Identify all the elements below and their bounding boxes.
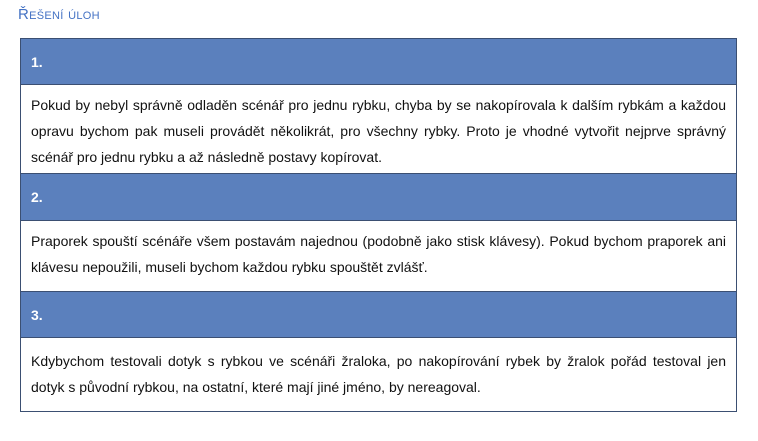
solutions-table [20, 38, 737, 412]
task-number-3: 3. [31, 306, 43, 323]
task-number-2: 2. [31, 189, 43, 205]
task-header-1 [21, 39, 737, 85]
task-header-2 [21, 174, 737, 221]
task-number-1: 1. [31, 53, 43, 70]
task-answer-2: Praporek spouští scénáře všem postavám najednou (podobně jako stisk klávesy). Pokud bychom praporek ani klávesu nepoužili, museli bychom každou rybku spouštět zvlášť. [21, 221, 737, 292]
task-answer-3: Kdybychom testovali dotyk s rybkou ve scénáři žraloka, po nakopírování rybek by žralok pořád testoval jen dotyk s původní rybkou, na ostatní, které mají jiné jméno, by nereagoval. [21, 338, 737, 412]
section-heading: Řešení úloh [18, 6, 100, 23]
task-header-3 [21, 292, 737, 338]
task-answer-1: Pokud by nebyl správně odladěn scénář pro jednu rybku, chyba by se nakopírovala k dalším rybkám a každou opravu bychom pak museli provádět několikrát, pro všechny rybky. Proto je vhodné vytvořit nejprve správný scénář pro jednu rybku a až následně postavy kopírovat. [21, 85, 737, 174]
